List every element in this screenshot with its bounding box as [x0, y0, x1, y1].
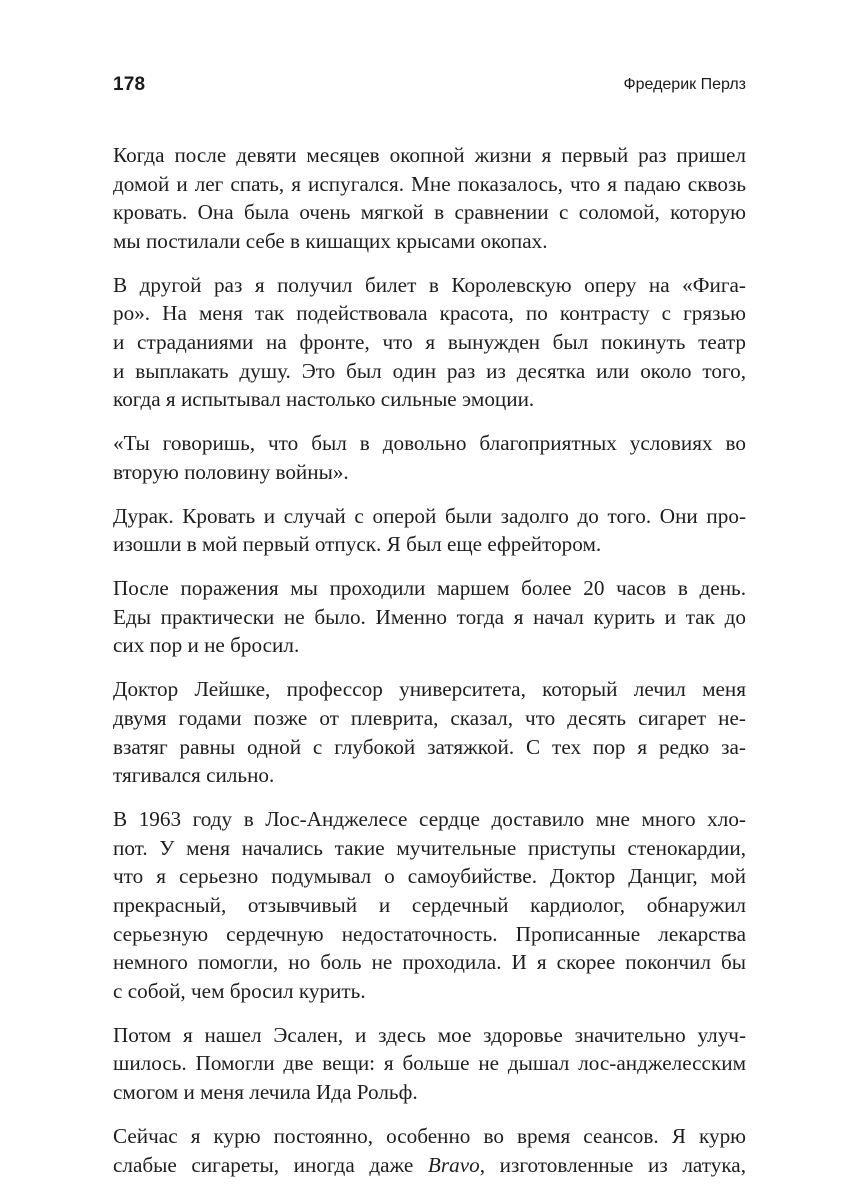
paragraph: [113, 429, 746, 486]
running-head-author: Фредерик Перлз: [623, 76, 746, 93]
paragraph: [113, 1122, 746, 1179]
text-line: мы постилали себе в кишащих крысами окопах.: [113, 228, 548, 253]
text-line: Потом я нашел Эсален, и здесь мое здоровье значительно улуч-: [113, 1022, 746, 1047]
paragraph: [113, 805, 746, 1005]
text-line: Доктор Лейшке, профессор университета, который лечил меня: [113, 677, 746, 702]
text-line: взатяг равны одной с глубокой затяжкой. С тех пор я редко за-: [113, 734, 746, 759]
text-line: и страданиями на фронте, что я вынужден был покинуть театр: [113, 329, 746, 354]
text-line: сих пор и не бросил.: [113, 633, 300, 658]
page-header: [113, 74, 746, 102]
text-line: После поражения мы проходили маршем более 20 часов в день.: [113, 576, 746, 601]
text-line: когда я испытывал настолько сильные эмоции.: [113, 387, 535, 412]
text-line-mixed: [113, 1151, 746, 1180]
text-line: кровать. Она была очень мягкой в сравнении с соломой, которую: [113, 200, 746, 225]
text-line: Когда после девяти месяцев окопной жизни я первый раз пришел: [113, 143, 746, 167]
text-line: ро». На меня так подействовала красота, по контрасту с грязью: [113, 301, 746, 326]
italic-brand-name: Bravo: [427, 1152, 480, 1177]
text-line: смогом и меня лечила Ида Рольф.: [113, 1079, 418, 1104]
text-line: вторую половину войны».: [113, 459, 349, 484]
text-line: двумя годами позже от плеврита, сказал, что десять сигарет не-: [113, 706, 746, 731]
text-line: что я серьезно подумывал о самоубийстве. Доктор Данциг, мой: [113, 864, 746, 889]
paragraph: [113, 1021, 746, 1107]
text-line: серьезную сердечную недостаточность. Прописанные лекарства: [113, 921, 746, 946]
text-line: В 1963 году в Лос-Анджелесе сердце доставило мне много хло-: [113, 807, 746, 832]
text-line: с собой, чем бросил курить.: [113, 978, 366, 1003]
text-segment: слабые сигареты, иногда даже: [113, 1152, 428, 1177]
text-line: В другой раз я получил билет в Королевскую оперу на «Фига-: [113, 272, 746, 297]
paragraph: [113, 574, 746, 660]
text-line: домой и лег спать, я испугался. Мне показалось, что я падаю сквозь: [113, 171, 746, 196]
text-line: Еды практически не было. Именно тогда я начал курить и так до: [113, 604, 746, 629]
text-line: Дурак. Кровать и случай с оперой были задолго до того. Они про-: [113, 503, 746, 528]
body-text: [113, 141, 746, 1195]
page-number: 178: [113, 74, 146, 95]
text-line: изошли в мой первый отпуск. Я был еще ефрейтором.: [113, 532, 602, 557]
text-line: шилось. Помогли две вещи: я больше не дышал лос-анджелесским: [113, 1051, 746, 1076]
text-line: тягивался сильно.: [113, 763, 275, 788]
text-line: «Ты говоришь, что был в довольно благоприятных условиях во: [113, 431, 746, 456]
text-line: Сейчас я курю постоянно, особенно во время сеансов. Я курю: [113, 1123, 746, 1148]
text-segment: , изготовленные из латука,: [479, 1152, 746, 1177]
text-line: немного помогли, но боль не проходила. И я скорее покончил бы: [113, 950, 746, 975]
paragraph: [113, 502, 746, 559]
text-line: прекрасный, отзывчивый и сердечный кардиолог, обнаружил: [113, 893, 746, 917]
paragraph: [113, 675, 746, 789]
paragraph: [113, 141, 746, 255]
text-line: пот. У меня начались такие мучительные приступы стенокардии,: [113, 835, 746, 860]
text-line: и выплакать душу. Это был один раз из десятка или около того,: [113, 358, 746, 383]
paragraph: [113, 271, 746, 414]
